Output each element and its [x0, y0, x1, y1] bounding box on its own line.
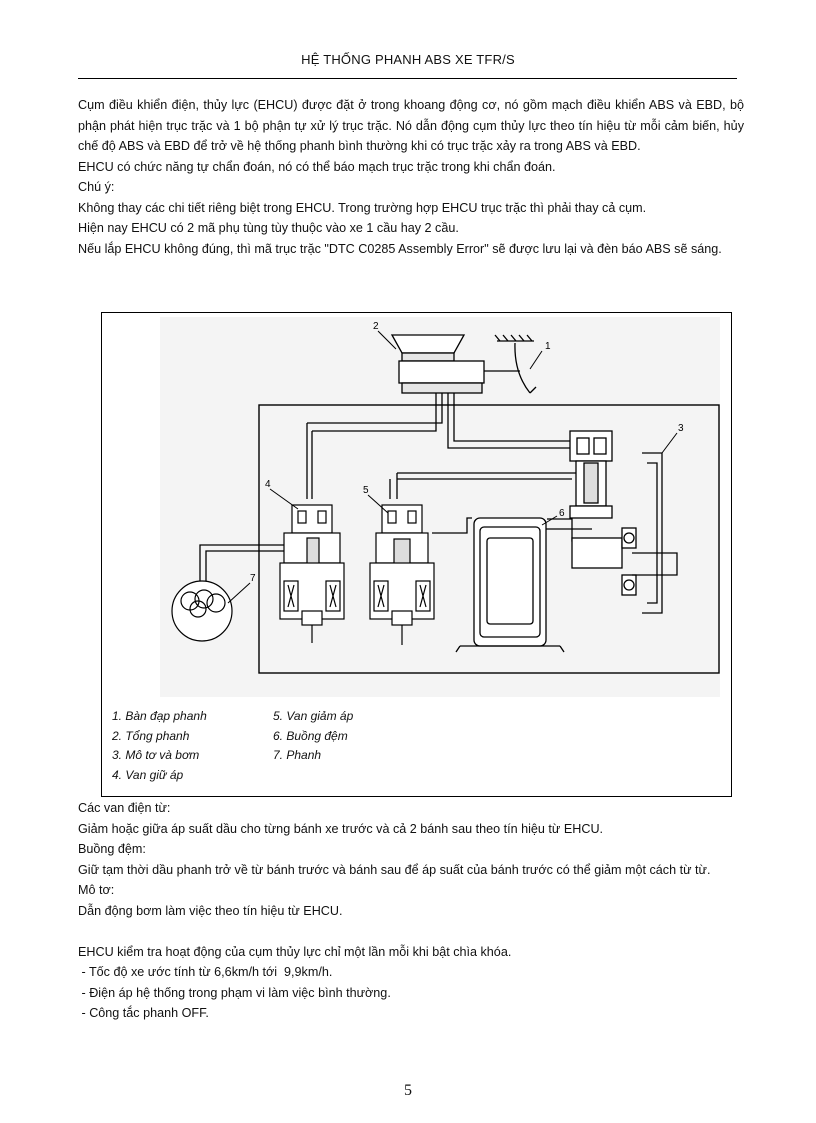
legend-column-left: [112, 707, 207, 785]
callout-5: 5: [363, 485, 369, 496]
damper-text: Giữ tạm thời dầu phanh trở về từ bánh trước và bánh sau để áp suất của bánh trước có thể giảm một cách từ từ.: [78, 862, 711, 877]
solenoid-text: Giảm hoặc giữa áp suất dầu cho từng bánh xe trước và cả 2 bánh sau theo tín hiệu từ EHCU.: [78, 821, 604, 836]
running-header: HỆ THỐNG PHANH ABS XE TFR/S: [301, 52, 515, 67]
body-section: [78, 798, 744, 1024]
intro-paragraph-3: Không thay các chi tiết riêng biệt trong EHCU. Trong trường hợp EHCU trục trặc thì phải thay cả cụm.: [78, 200, 647, 215]
blank-line: [78, 921, 744, 942]
callout-1: 1: [545, 341, 551, 352]
callout-3: 3: [678, 423, 684, 434]
check-item-voltage: - Điện áp hệ thống trong phạm vi làm việc bình thường.: [78, 985, 391, 1000]
callout-4: 4: [265, 479, 271, 490]
intro-section: [78, 95, 744, 259]
figure-box: [101, 312, 732, 797]
damper-heading: Buồng đệm:: [78, 842, 146, 856]
legend-item: 6. Buồng đệm: [273, 728, 348, 743]
intro-paragraph-1: Cụm điều khiển điện, thủy lực (EHCU) được đặt ở trong khoang động cơ, nó gồm mạch điều khiển ABS và EBD, bộ phận phát hiện trục trặc và 1 bộ phận tự xử lý trục trặc. Nó dẫn động cụm thủy lực theo tín hiệu từ mỗi cảm biến, hủy chế độ ABS và EBD để trở về hệ thống phanh bình thường khi có trục trặc xảy ra trong ABS và EBD.: [78, 98, 744, 153]
legend-column-right: [273, 707, 353, 766]
callout-2: 2: [373, 321, 379, 332]
motor-text: Dẫn động bơm làm việc theo tín hiệu từ EHCU.: [78, 903, 343, 918]
callout-6: 6: [559, 508, 565, 519]
wheel-brake: [172, 581, 232, 641]
intro-paragraph-4: Hiện nay EHCU có 2 mã phụ tùng tùy thuộc vào xe 1 cầu hay 2 cầu.: [78, 221, 459, 235]
legend-item: 1. Bàn đạp phanh: [112, 709, 207, 723]
page-number: 5: [404, 1082, 412, 1099]
intro-paragraph-2: EHCU có chức năng tự chẩn đoán, nó có thể báo mạch trục trặc trong khi chẩn đoán.: [78, 159, 556, 174]
intro-paragraph-5: Nếu lắp EHCU không đúng, thì mã trục trặc "DTC C0285 Assembly Error" sẽ được lưu lại và đèn báo ABS sẽ sáng.: [78, 241, 722, 256]
header-rule: [78, 78, 737, 79]
motor-heading: Mô tơ:: [78, 883, 115, 897]
check-item-speed: - Tốc độ xe ước tính từ 6,6km/h tới 9,9km/h.: [78, 965, 333, 979]
legend-item: 7. Phanh: [273, 748, 322, 762]
ehcu-hydraulic-diagram: [102, 313, 731, 703]
note-heading: Chú ý:: [78, 180, 115, 194]
callout-7: 7: [250, 573, 256, 584]
legend-item: 5. Van giảm áp: [273, 709, 354, 723]
check-item-brake-switch: - Công tắc phanh OFF.: [78, 1006, 209, 1020]
legend-item: 3. Mô tơ và bơm: [112, 748, 200, 762]
legend-item: 4. Van giữ áp: [112, 767, 184, 782]
check-intro: EHCU kiểm tra hoạt động của cụm thủy lực chỉ một lần mỗi khi bật chìa khóa.: [78, 944, 512, 959]
solenoid-heading: Các van điện từ:: [78, 801, 171, 815]
legend-item: 2. Tổng phanh: [112, 728, 190, 743]
